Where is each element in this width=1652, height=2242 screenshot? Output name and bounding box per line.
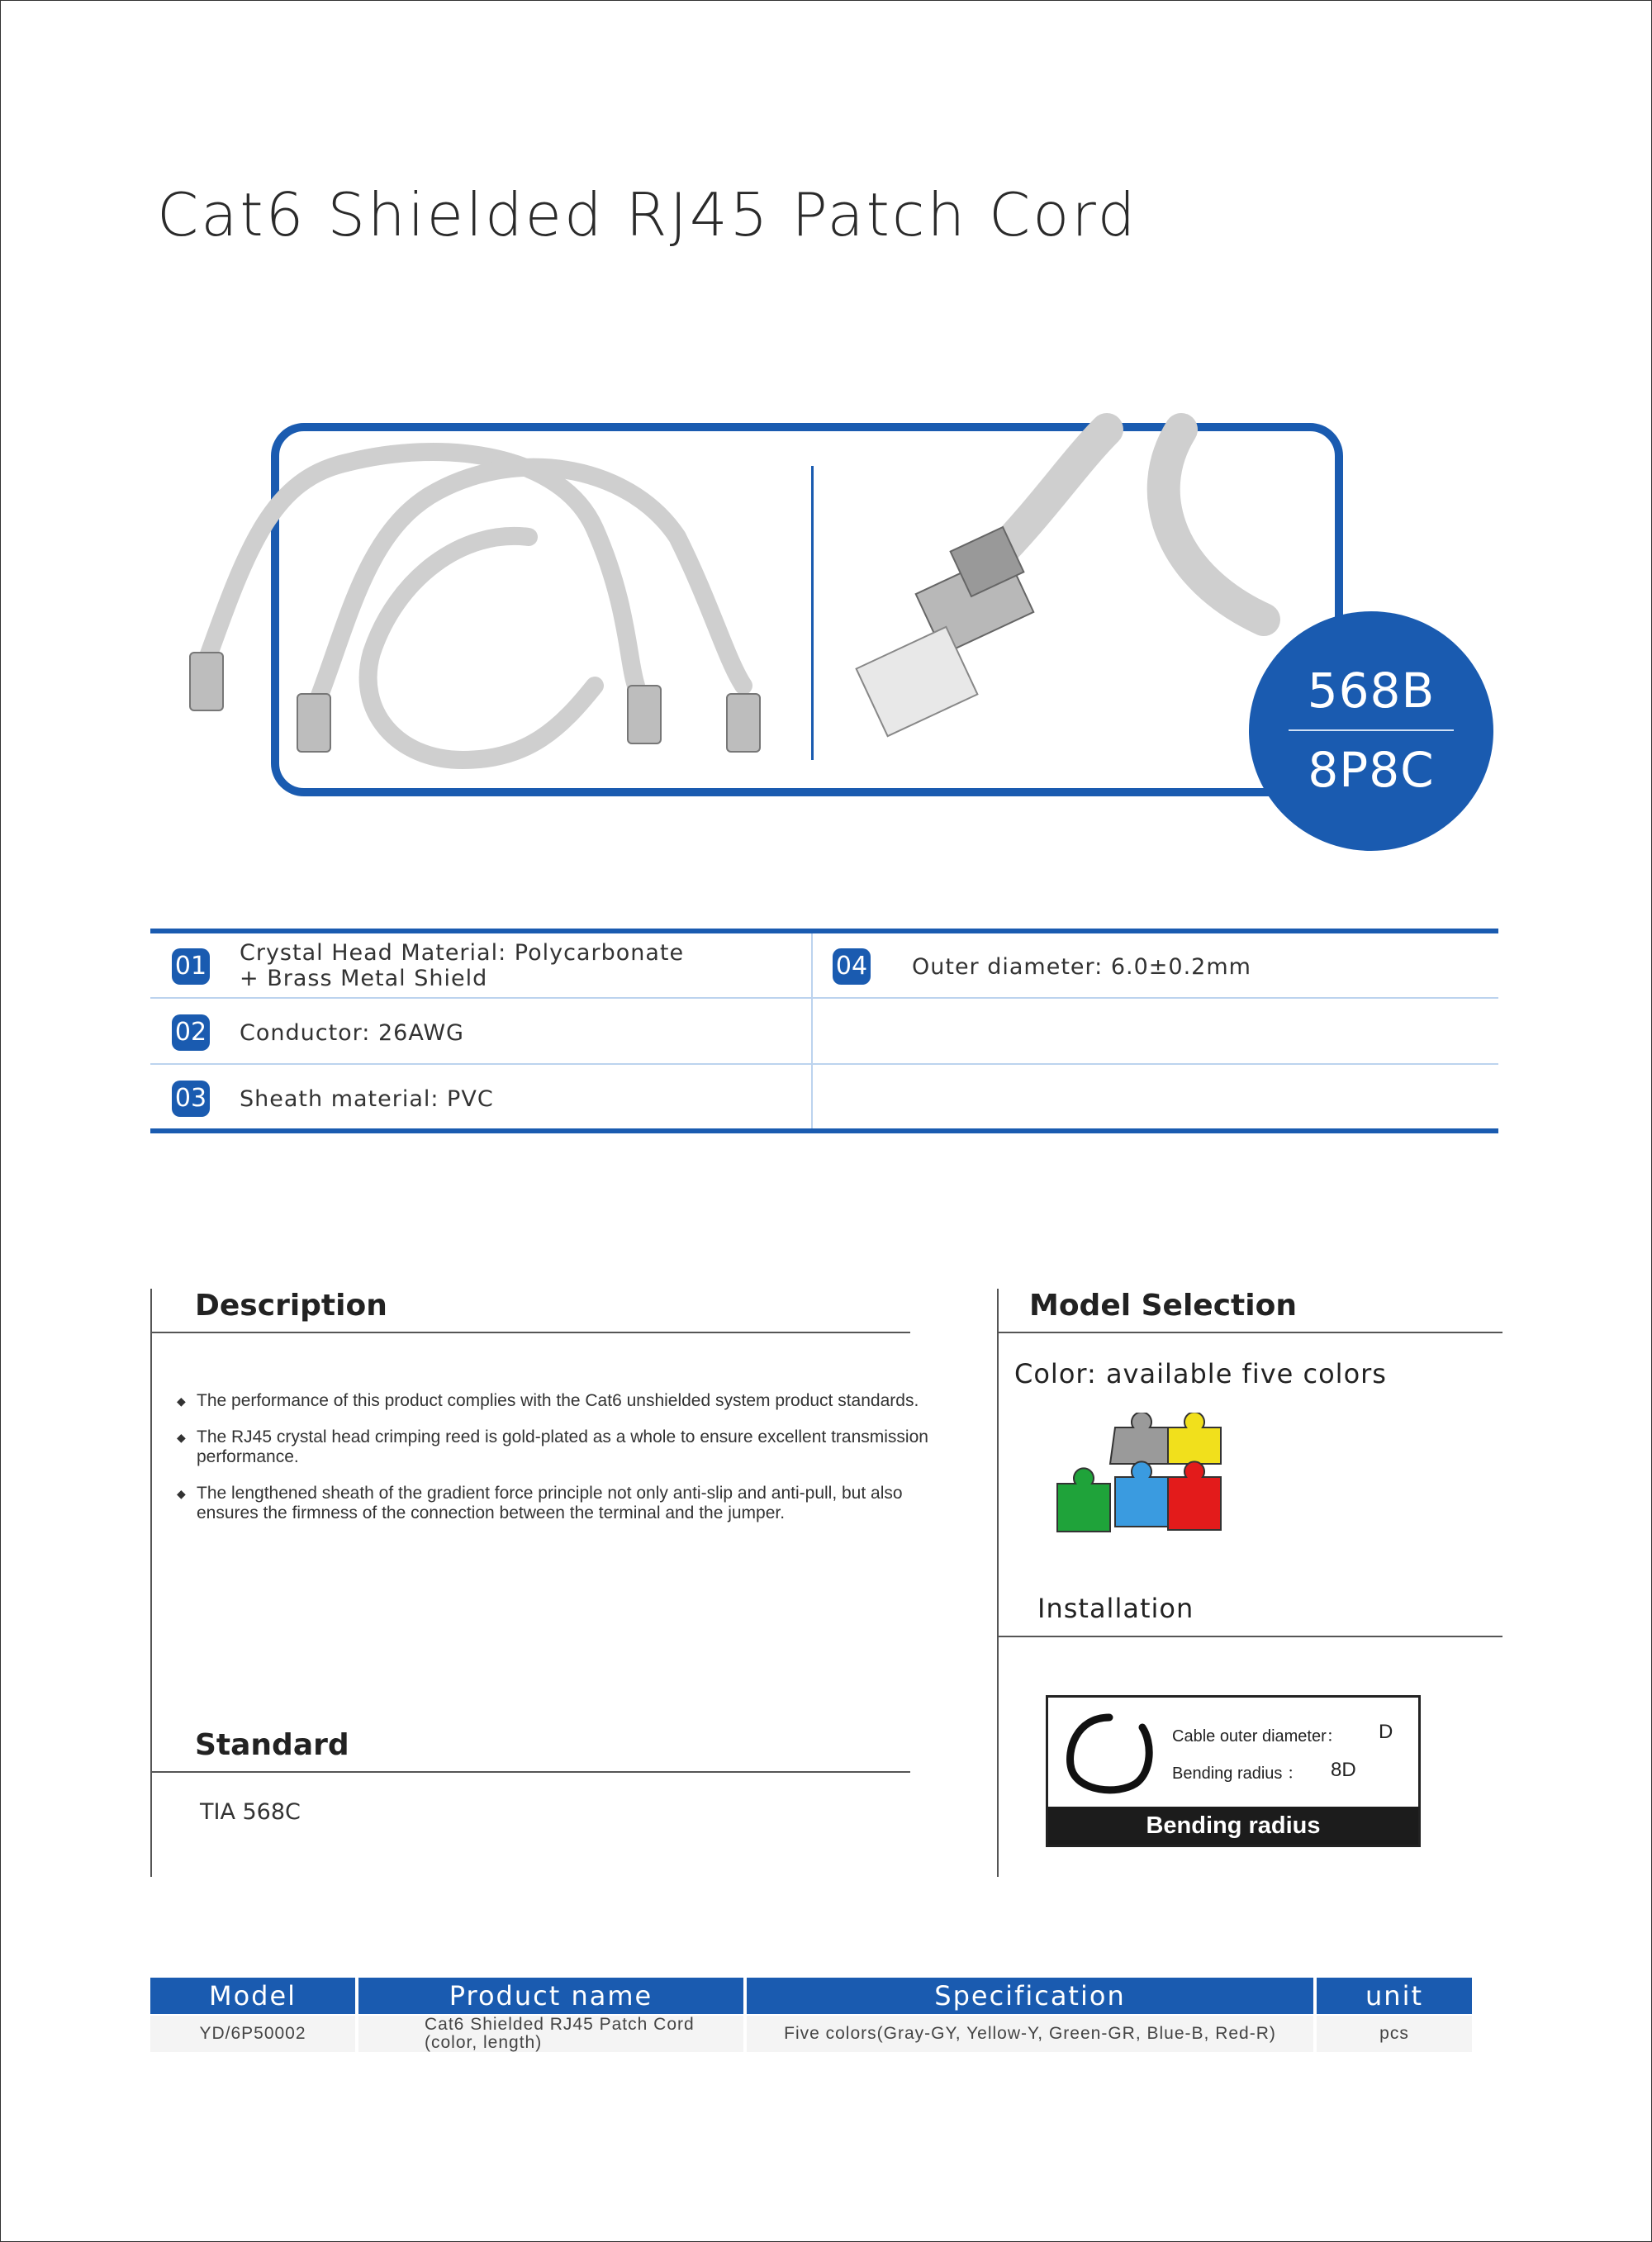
puzzle-piece-gray	[1110, 1413, 1168, 1464]
outer-diameter-label: Cable outer diameter：	[1172, 1727, 1343, 1746]
puzzle-piece-blue	[1115, 1461, 1168, 1527]
badge-connector-type: 8P8C	[1308, 742, 1435, 798]
badge-wiring-standard: 568B	[1307, 663, 1436, 719]
spec-table-top-rule	[150, 929, 1498, 933]
closeup-cable-2	[1164, 430, 1264, 620]
installation-underline	[997, 1636, 1502, 1637]
spec-column-divider	[811, 933, 813, 1128]
header-specification: Specification	[747, 1978, 1313, 2014]
puzzle-piece-red	[1168, 1461, 1221, 1530]
product-name-line2: (color, length)	[425, 2033, 543, 2052]
model-selection-underline	[997, 1332, 1502, 1333]
description-list	[177, 1391, 945, 1540]
header-product-name: Product name	[358, 1978, 743, 2014]
spec-row-divider	[150, 1063, 1498, 1065]
connector-badge	[1249, 611, 1493, 851]
rj45-plug-4	[727, 694, 760, 752]
cell-specification: Five colors(Gray-GY, Yellow-Y, Green-GR, Blue-B, Red-R)	[747, 2016, 1313, 2052]
puzzle-piece-green	[1057, 1468, 1110, 1532]
rj45-plug-1	[190, 653, 223, 710]
description-heading: Description	[195, 1289, 387, 1323]
spec-number-badge: 04	[833, 948, 871, 985]
header-model: Model	[150, 1978, 355, 2014]
rj45-plug-2	[297, 694, 330, 752]
page-title: Cat6 Shielded RJ45 Patch Cord	[157, 180, 1138, 249]
description-item: ◆ The lengthened sheath of the gradient force principle not only anti-slip and anti-pull, but also ensures the firmness of the connection between the terminal and the jumper.	[177, 1484, 945, 1523]
rj45-plug-3	[628, 686, 661, 743]
spec-head-material-line1: Crystal Head Material: Polycarbonate	[240, 940, 685, 966]
header-unit: unit	[1317, 1978, 1472, 2014]
right-section-rule	[997, 1289, 999, 1877]
bending-radius-diagram	[1046, 1695, 1421, 1847]
spec-head-material-line2: + Brass Metal Shield	[240, 966, 488, 991]
spec-number-badge: 02	[172, 1014, 210, 1051]
spec-outer-diameter: Outer diameter: 6.0±0.2mm	[912, 954, 1251, 980]
cable-inner-loop	[368, 536, 595, 760]
bending-radius-caption: Bending radius	[1048, 1807, 1418, 1845]
description-item: ◆ The performance of this product complies with the Cat6 unshielded system product standards.	[177, 1391, 945, 1411]
model-selection-heading: Model Selection	[1029, 1289, 1297, 1323]
description-underline	[150, 1332, 910, 1333]
product-name-line1: Cat6 Shielded RJ45 Patch Cord	[425, 2015, 695, 2034]
bending-radius-label: Bending radius ：	[1172, 1765, 1303, 1783]
spec-conductor: Conductor: 26AWG	[240, 1020, 464, 1046]
installation-heading: Installation	[1037, 1593, 1194, 1624]
spec-head-material	[240, 940, 684, 991]
closeup-plug	[857, 527, 1034, 736]
standard-heading: Standard	[195, 1728, 349, 1762]
cell-unit: pcs	[1317, 2016, 1472, 2052]
left-section-rule	[150, 1289, 152, 1877]
spec-number-badge: 03	[172, 1081, 210, 1117]
cable-loop-right	[314, 468, 743, 710]
standard-value: TIA 568C	[200, 1799, 301, 1825]
color-availability-text: Color: available five colors	[1014, 1358, 1387, 1389]
spec-table-bottom-rule	[150, 1128, 1498, 1133]
cell-product-name	[358, 2016, 743, 2052]
outer-diameter-value: D	[1379, 1721, 1393, 1743]
spec-row-divider	[150, 997, 1498, 999]
cable-bend-icon	[1060, 1709, 1167, 1800]
bending-radius-value: 8D	[1331, 1759, 1356, 1781]
description-item: ◆ The RJ45 crystal head crimping reed is gold-plated as a whole to ensure excellent transmission performance.	[177, 1427, 945, 1467]
spec-sheath: Sheath material: PVC	[240, 1086, 494, 1112]
color-puzzle-graphic	[1051, 1413, 1249, 1555]
standard-underline	[150, 1771, 910, 1773]
badge-divider	[1289, 729, 1454, 731]
spec-number-badge: 01	[172, 948, 210, 985]
puzzle-piece-yellow	[1168, 1413, 1221, 1464]
spec-table	[150, 929, 1498, 1135]
cell-model: YD/6P50002	[150, 2016, 355, 2052]
